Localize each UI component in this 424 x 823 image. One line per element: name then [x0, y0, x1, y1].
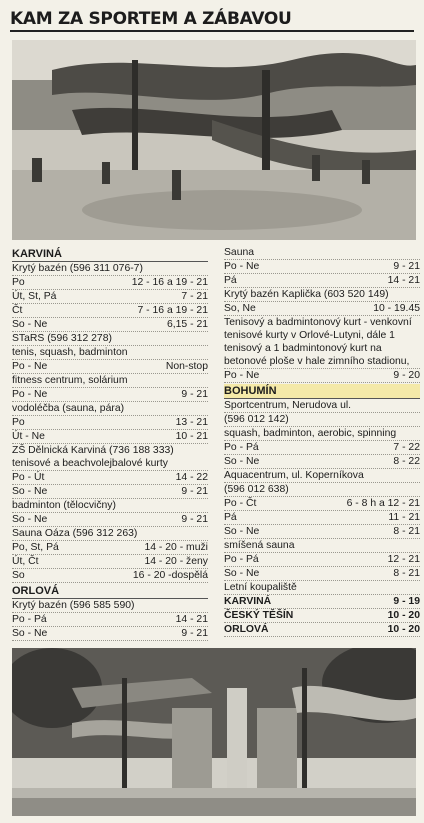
hours-row: Po 13 - 21	[12, 417, 208, 428]
stars-heading: STaRS (596 312 278)	[12, 332, 208, 346]
hours-row: Út, Čt 14 - 20 - ženy	[12, 556, 208, 567]
section-bohumin: BOHUMÍN	[224, 384, 420, 399]
hours-row: So - Ne 9 - 21	[12, 486, 208, 497]
letni-heading: Letní koupaliště	[224, 581, 420, 595]
smisena-heading: smíšená sauna	[224, 539, 420, 553]
orlova-bazen-heading: Krytý bazén (596 585 590)	[12, 599, 208, 613]
right-column	[224, 246, 420, 637]
hours-row: Po - Út 14 - 22	[12, 472, 208, 483]
hours-row: Po - Pá 14 - 21	[12, 614, 208, 625]
waterpark-photo-top	[12, 40, 416, 240]
hours-row: Po - Ne Non-stop	[12, 361, 208, 372]
hours-row: Po - Ne 9 - 21	[12, 389, 208, 400]
hours-row: KARVINÁ 9 - 19	[224, 596, 420, 607]
sportcentrum-heading: Sportcentrum, Nerudova ul.	[224, 399, 420, 413]
hours-row: So - Ne 6,15 - 21	[12, 319, 208, 330]
hours-row: So - Ne 8 - 21	[224, 568, 420, 579]
section-orlova: ORLOVÁ	[12, 584, 208, 599]
waterpark-photo-bottom	[12, 648, 416, 816]
hours-row: Po - Ne 9 - 20	[224, 370, 420, 381]
stars-sub: tenis, squash, badminton	[12, 346, 208, 360]
kaplicka-heading: Krytý bazén Kaplička (603 520 149)	[224, 288, 420, 302]
hours-row: So - Ne 9 - 21	[12, 514, 208, 525]
hours-row: So 16 - 20 -dospělá	[12, 570, 208, 581]
hours-row: So, Ne 10 - 19.45	[224, 303, 420, 314]
section-karvina: KARVINÁ	[12, 247, 208, 262]
page-title: KAM ZA SPORTEM A ZÁBAVOU	[10, 8, 414, 32]
sauna-heading: Sauna	[224, 246, 420, 260]
left-column	[12, 246, 208, 641]
hours-row: Po - Pá 7 - 22	[224, 442, 420, 453]
hours-row: ORLOVÁ 10 - 20	[224, 624, 420, 635]
aqua-phone: (596 012 638)	[224, 483, 420, 497]
hours-row: ČESKÝ TĚŠÍN 10 - 20	[224, 610, 420, 621]
hours-row: So - Ne 9 - 21	[12, 628, 208, 639]
hours-row: So - Ne 8 - 21	[224, 526, 420, 537]
hours-row: Po - Čt 6 - 8 h a 12 - 21	[224, 498, 420, 509]
hours-row: So - Ne 8 - 22	[224, 456, 420, 467]
zs-heading: ZŠ Dělnická Karviná (736 188 333) tenisové a beachvolejbalové kurty	[12, 444, 208, 471]
badminton-heading: badminton (tělocvičny)	[12, 499, 208, 513]
aqua-heading: Aquacentrum, ul. Koperníkova	[224, 469, 420, 483]
hours-row: Pá 14 - 21	[224, 275, 420, 286]
hours-row: Út - Ne 10 - 21	[12, 431, 208, 442]
sportcentrum-sub: squash, badminton, aerobic, spinning	[224, 427, 420, 441]
hours-row: Pá 11 - 21	[224, 512, 420, 523]
hours-row: Po - Pá 12 - 21	[224, 554, 420, 565]
fitness-heading: fitness centrum, solárium	[12, 374, 208, 388]
hours-row: Po - Ne 9 - 21	[224, 261, 420, 272]
sauna-oaza-heading: Sauna Oáza (596 312 263)	[12, 527, 208, 541]
tenis-text: Tenisový a badmintonový kurt - venkovní tenisové kurty v Orlové-Lutyni, dále 1 tenisový a 1 badmintonový kurt na betonové ploše v hale zimního stadionu,	[224, 316, 420, 369]
hours-row: Út, St, Pá 7 - 21	[12, 291, 208, 302]
hours-row: Po, St, Pá 14 - 20 - muži	[12, 542, 208, 553]
vodolecba-heading: vodoléčba (sauna, pára)	[12, 402, 208, 416]
hours-row: Čt 7 - 16 a 19 - 21	[12, 305, 208, 316]
kryty-bazen-heading: Krytý bazén (596 311 076-7)	[12, 262, 208, 276]
hours-row: Po 12 - 16 a 19 - 21	[12, 277, 208, 288]
sportcentrum-phone: (596 012 142)	[224, 413, 420, 427]
